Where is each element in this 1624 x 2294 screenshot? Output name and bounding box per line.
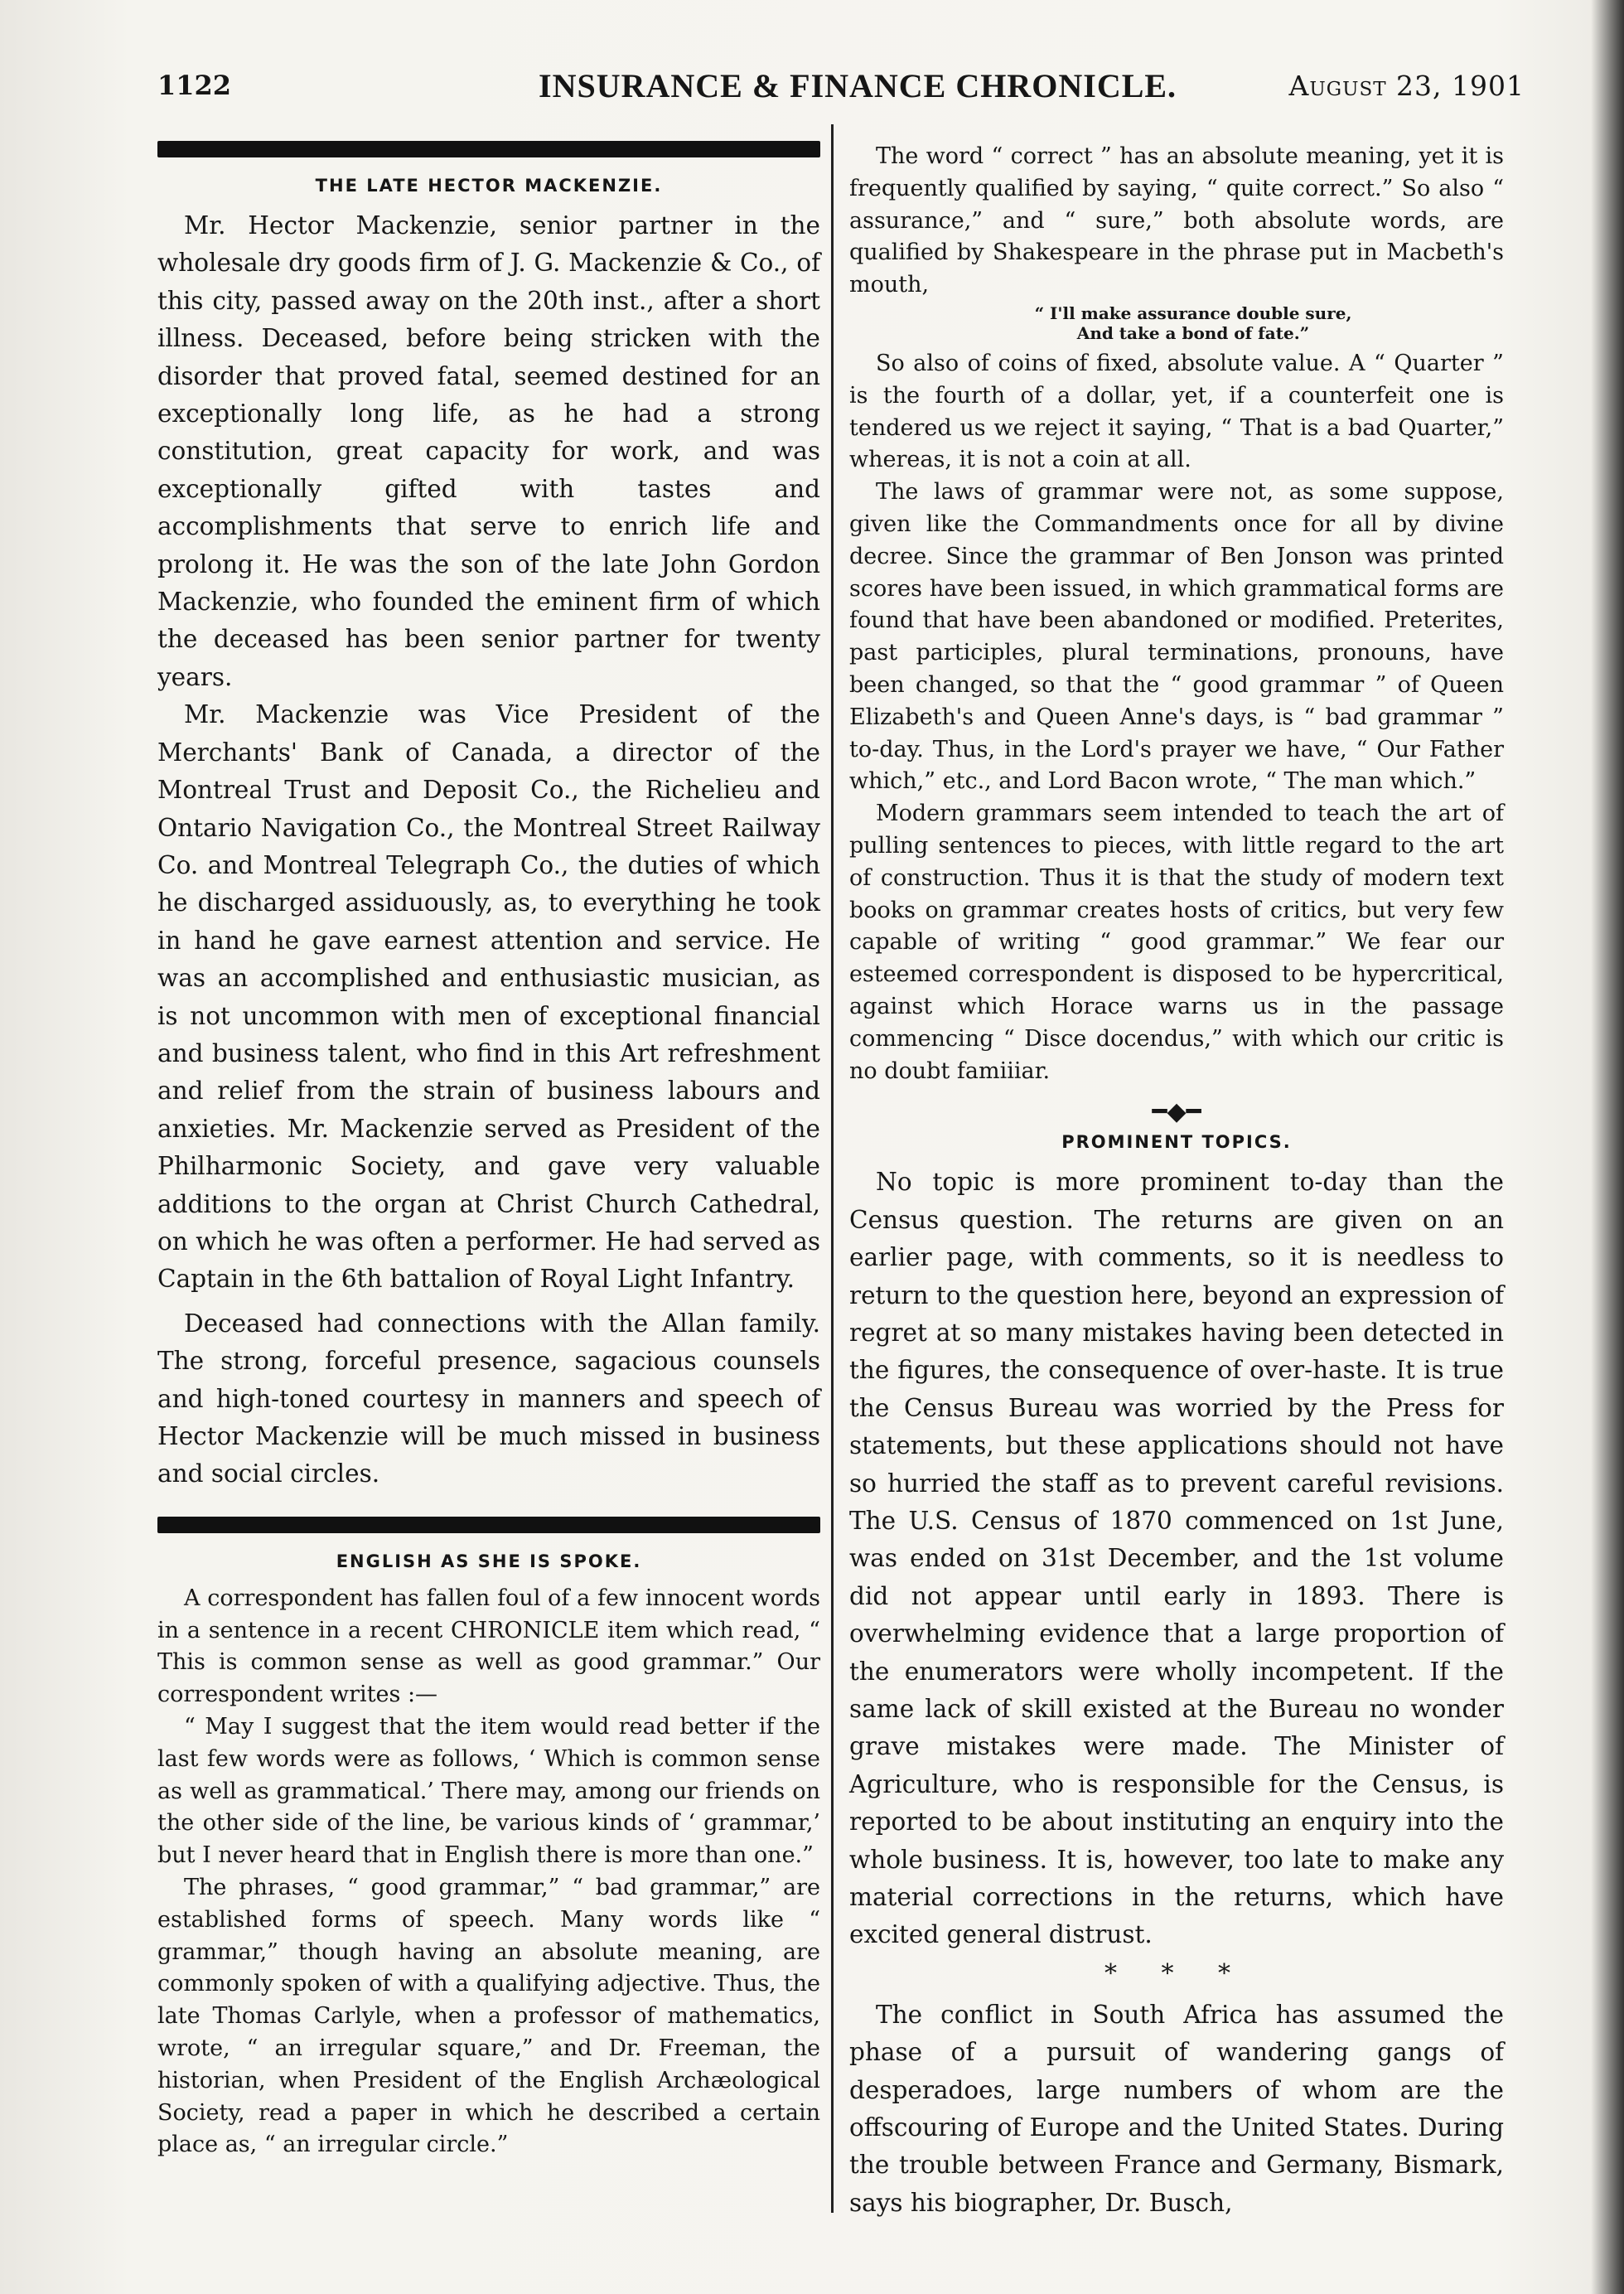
ornament-divider: ━◆━	[1152, 1097, 1201, 1127]
article-paragraph: A correspondent has fallen foul of a few innocent words in a sentence in a recent CHRONICLE item which read, “ This is common sense as well as good grammar.” Our correspondent writes :—	[157, 1585, 820, 1708]
column-divider	[831, 124, 834, 2213]
article-title-mackenzie: THE LATE HECTOR MACKENZIE.	[315, 176, 663, 196]
article-paragraph: The word “ correct ” has an absolute meaning, yet it is frequently qualified by saying, “ quite correct.” So also “ assurance,” and “ sure,” both absolute words, are qualified by Shakespeare in the phrase put in Macbeth's mouth,	[849, 143, 1504, 298]
left-column	[157, 141, 820, 2161]
article-title-topics: PROMINENT TOPICS.	[1061, 1132, 1292, 1153]
verse-quote	[882, 303, 1504, 343]
page-edge-shadow	[1591, 0, 1624, 2294]
article-paragraph: Deceased had connections with the Allan family. The strong, forceful presence, sagacious counsels and high-toned courtesy in manners and speech of Hector Mackenzie will be much missed in business and social circles.	[157, 1309, 820, 1488]
article-paragraph: The phrases, “ good grammar,” “ bad grammar,” are established forms of speech. Many words like “ grammar,” though having an absolute meaning, are commonly spoken of with a qualifying adjective. Thus, the late Thomas Carlyle, when a professor of mathematics, wrote, “ an irregular square,” and Dr. Freeman, the historian, when President of the English Archæological Society, read a paper in which he described a certain place as, “ an irregular circle.”	[157, 1874, 820, 2158]
publication-title: INSURANCE & FINANCE CHRONICLE.	[539, 67, 1177, 104]
right-column	[849, 141, 1504, 2222]
article-paragraph: Mr. Mackenzie was Vice President of the Merchants' Bank of Canada, a director of the Montreal Trust and Deposit Co., the Richelieu and Ontario Navigation Co., the Montreal Street Railway Co. and Montreal Telegraph Co., the duties of which he discharged assiduously, as, to everything he took in hand he gave earnest attention and service. He was an accomplished and enthusiastic musician, as is not uncommon with men of exceptional financial and business talent, who find in this Art refreshment and relief from the strain of business labours and anxieties. Mr. Mackenzie served as President of the Philharmonic Society, and gave very valuable additions to the organ at Christ Church Cathedral, on which he was often a performer. He had served as Captain in the 6th battalion of Royal Light Infantry.	[157, 700, 820, 1294]
article-paragraph: The conflict in South Africa has assumed the phase of a pursuit of wandering gangs of desperadoes, large numbers of whom are the offscouring of Europe and the United States. During the trouble between France and Germany, Bismark, says his biographer, Dr. Busch,	[849, 2000, 1504, 2217]
page-header	[157, 66, 1525, 116]
article-paragraph: Mr. Hector Mackenzie, senior partner in the wholesale dry goods firm of J. G. Mackenzie & Co., of this city, passed away on the 20th inst., after a short illness. Deceased, before being stricken with the disorder that proved fatal, seemed destined for an exceptionally long life, as he had a strong constitution, great capacity for work, and was exceptionally gifted with tastes and accomplishments that serve to enrich life and prolong it. He was the son of the late John Gordon Mackenzie, who founded the eminent firm of which the deceased has been senior partner for twenty years.	[157, 211, 820, 691]
asterism-separator: * * *	[1104, 1958, 1249, 1988]
verse-line: And take a bond of fate.”	[1076, 322, 1310, 343]
article-paragraph: Modern grammars seem intended to teach the art of pulling sentences to pieces, with little regard to the art of construction. Thus it is that the study of modern text books on grammar creates hosts of critics, but very few capable of writing “ good grammar.” We fear our esteemed correspondent is disposed to be hypercritical, against which Horace warns us in the passage commencing “ Disce docendus,” with which our critic is no doubt famiiiar.	[849, 801, 1504, 1084]
article-paragraph: The laws of grammar were not, as some suppose, given like the Commandments once for all by divine decree. Since the grammar of Ben Jonson was printed scores have been issued, in which grammatical forms are found that have been abandoned or modified. Preterites, past participles, plural terminations, pronouns, have been changed, so that the “ good grammar ” of Queen Elizabeth's and Queen Anne's days, is “ bad grammar ” to-day. Thus, in the Lord's prayer we have, “ Our Father which,” etc., and Lord Bacon wrote, “ The man which.”	[849, 479, 1504, 795]
correspondent-quote: “ May I suggest that the item would read better if the last few words were as follows, ‘ Which is common sense as well as grammatical.’ There may, among our friends on the other side of the line, be various kinds of ‘ grammar,’ but I never heard that in English there is more than one.”	[157, 1714, 820, 1869]
section-rule	[157, 141, 820, 157]
article-paragraph: No topic is more prominent to-day than the Census question. The returns are given on an earlier page, with comments, so it is needless to return to the question here, beyond an expression of regret at so many mistakes having been detected in the figures, the consequence of over-haste. It is true the Census Bureau was worried by the Press for statements, but these applications should not have so hurried the staff as to prevent careful revisions. The U.S. Census of 1870 commenced on 1st June, was ended on 31st December, and the 1st volume did not appear until early in 1893. There is overwhelming evidence that a large proportion of the enumerators were wholly incompetent. If the same lack of skill existed at the Bureau no wonder grave mistakes were made. The Minister of Agriculture, who is responsible for the Census, is reported to be about instituting an enquiry into the whole business. It is, however, too late to make any material corrections in the returns, which have excited general distrust.	[849, 1168, 1504, 1949]
article-paragraph: So also of coins of fixed, absolute value. A “ Quarter ” is the fourth of a dollar, yet, if a counterfeit one is tendered us we reject it saying, “ That is a bad Quarter,” whereas, it is not a coin at all.	[849, 350, 1504, 473]
article-title-english: ENGLISH AS SHE IS SPOKE.	[336, 1551, 642, 1571]
page-number: 1122	[157, 70, 232, 101]
issue-date: August 23, 1901	[1288, 70, 1525, 102]
verse-line: “ I'll make assurance double sure,	[1034, 302, 1352, 323]
section-rule	[157, 1517, 820, 1533]
